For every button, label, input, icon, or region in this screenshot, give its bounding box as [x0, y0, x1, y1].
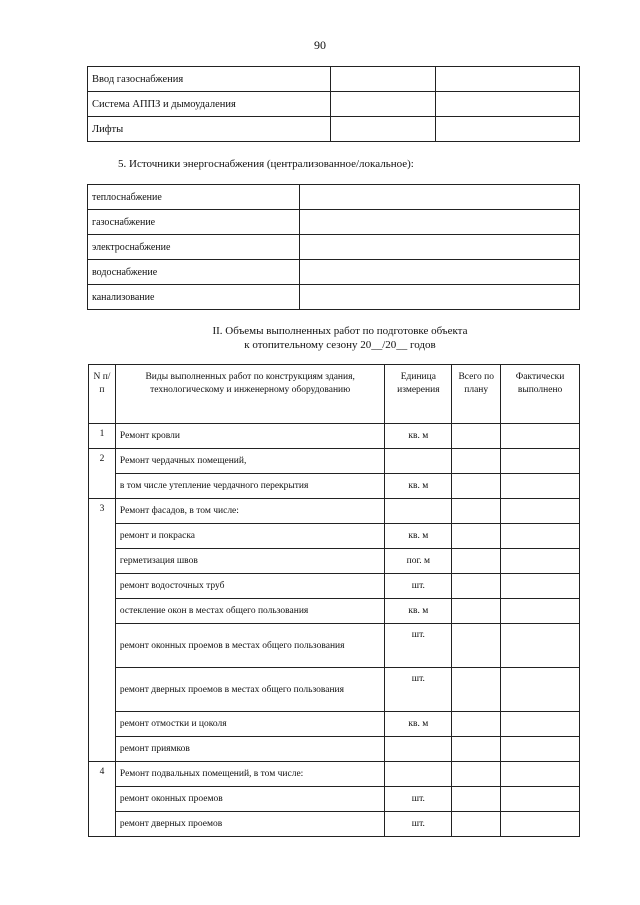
table-cell[interactable]: [300, 285, 580, 310]
section-heading: 5. Источники энергоснабжения (централизованное/локальное):: [118, 158, 414, 170]
table-row: [89, 524, 580, 549]
fact-cell[interactable]: [501, 812, 580, 837]
work-name: ремонт отмостки и цоколя: [115, 712, 385, 737]
work-name: ремонт оконных проемов: [115, 787, 385, 812]
work-unit: шт.: [385, 624, 452, 668]
table-row: [89, 762, 580, 787]
systems-table: [87, 66, 580, 142]
table-row: [89, 712, 580, 737]
table-row: [88, 185, 580, 210]
work-unit: шт.: [385, 812, 452, 837]
plan-cell[interactable]: [452, 599, 501, 624]
plan-cell[interactable]: [452, 762, 501, 787]
plan-cell[interactable]: [452, 737, 501, 762]
work-name: ремонт дверных проемов в местах общего пользования: [115, 668, 385, 712]
table-row: [88, 92, 580, 117]
table-row: [88, 260, 580, 285]
works-table: [88, 364, 580, 837]
work-name: ремонт дверных проемов: [115, 812, 385, 837]
work-name: Ремонт чердачных помещений,: [115, 449, 385, 474]
work-unit: шт.: [385, 574, 452, 599]
table-cell[interactable]: [300, 210, 580, 235]
fact-cell[interactable]: [501, 549, 580, 574]
table-cell[interactable]: [436, 92, 580, 117]
page-number: 90: [314, 38, 326, 52]
work-unit: [385, 737, 452, 762]
work-name: герметизация швов: [115, 549, 385, 574]
row-label: газоснабжение: [88, 210, 300, 235]
row-label: теплоснабжение: [88, 185, 300, 210]
table-row: [88, 67, 580, 92]
table-row: [89, 549, 580, 574]
fact-cell[interactable]: [501, 599, 580, 624]
header-works: Виды выполненных работ по конструкциям здания, технологическому и инженерному оборудованию: [115, 365, 385, 424]
table-row: [89, 474, 580, 499]
work-name: Ремонт фасадов, в том числе:: [115, 499, 385, 524]
table-cell[interactable]: [436, 117, 580, 142]
row-number: 4: [89, 762, 116, 837]
plan-cell[interactable]: [452, 712, 501, 737]
row-label: Лифты: [88, 117, 331, 142]
fact-cell[interactable]: [501, 787, 580, 812]
plan-cell[interactable]: [452, 787, 501, 812]
table-cell[interactable]: [300, 185, 580, 210]
table-row: [89, 449, 580, 474]
table-row: [89, 737, 580, 762]
plan-cell[interactable]: [452, 524, 501, 549]
table-row: [89, 424, 580, 449]
table-cell[interactable]: [300, 260, 580, 285]
work-unit: [385, 499, 452, 524]
part-title-line: к отопительному сезону 20__/20__ годов: [244, 339, 436, 351]
plan-cell[interactable]: [452, 474, 501, 499]
plan-cell[interactable]: [452, 668, 501, 712]
work-name: ремонт и покраска: [115, 524, 385, 549]
fact-cell[interactable]: [501, 524, 580, 549]
plan-cell[interactable]: [452, 549, 501, 574]
table-row: [89, 812, 580, 837]
table-cell[interactable]: [331, 92, 436, 117]
header-plan: Всего по плану: [452, 365, 501, 424]
table-row: [89, 499, 580, 524]
plan-cell[interactable]: [452, 424, 501, 449]
plan-cell[interactable]: [452, 449, 501, 474]
row-number: 1: [89, 424, 116, 449]
part-title: [0, 324, 640, 352]
header-num: N п/п: [89, 365, 116, 424]
table-row: [88, 210, 580, 235]
row-label: водоснабжение: [88, 260, 300, 285]
table-row: [88, 285, 580, 310]
table-row: [89, 574, 580, 599]
table-cell[interactable]: [436, 67, 580, 92]
work-unit: кв. м: [385, 524, 452, 549]
fact-cell[interactable]: [501, 424, 580, 449]
row-number: 3: [89, 499, 116, 762]
table-cell[interactable]: [300, 235, 580, 260]
header-fact: Фактически выполнено: [501, 365, 580, 424]
row-label: Ввод газоснабжения: [88, 67, 331, 92]
work-unit: кв. м: [385, 424, 452, 449]
table-cell[interactable]: [331, 117, 436, 142]
work-name: Ремонт кровли: [115, 424, 385, 449]
fact-cell[interactable]: [501, 668, 580, 712]
work-name: ремонт оконных проемов в местах общего пользования: [115, 624, 385, 668]
fact-cell[interactable]: [501, 762, 580, 787]
work-unit: шт.: [385, 668, 452, 712]
energy-sources-table: [87, 184, 580, 310]
header-unit: Единица измерения: [385, 365, 452, 424]
part-title-line: II. Объемы выполненных работ по подготовке объекта: [212, 325, 468, 337]
row-label: канализование: [88, 285, 300, 310]
table-row: [89, 787, 580, 812]
work-name: ремонт приямков: [115, 737, 385, 762]
table-row: [89, 624, 580, 668]
plan-cell[interactable]: [452, 812, 501, 837]
fact-cell[interactable]: [501, 474, 580, 499]
work-unit: шт.: [385, 787, 452, 812]
fact-cell[interactable]: [501, 737, 580, 762]
row-number: 2: [89, 449, 116, 499]
plan-cell[interactable]: [452, 574, 501, 599]
plan-cell[interactable]: [452, 499, 501, 524]
work-unit: пог. м: [385, 549, 452, 574]
fact-cell[interactable]: [501, 574, 580, 599]
table-row: [89, 668, 580, 712]
work-name: ремонт водосточных труб: [115, 574, 385, 599]
fact-cell[interactable]: [501, 449, 580, 474]
plan-cell[interactable]: [452, 624, 501, 668]
work-unit: кв. м: [385, 474, 452, 499]
table-row: [89, 599, 580, 624]
work-name: остекление окон в местах общего пользования: [115, 599, 385, 624]
work-unit: [385, 762, 452, 787]
work-unit: кв. м: [385, 712, 452, 737]
fact-cell[interactable]: [501, 499, 580, 524]
table-row: [88, 235, 580, 260]
work-unit: [385, 449, 452, 474]
header-row: [89, 365, 580, 424]
work-name: Ремонт подвальных помещений, в том числе:: [115, 762, 385, 787]
table-cell[interactable]: [331, 67, 436, 92]
row-label: электроснабжение: [88, 235, 300, 260]
fact-cell[interactable]: [501, 712, 580, 737]
fact-cell[interactable]: [501, 624, 580, 668]
table-row: [88, 117, 580, 142]
row-label: Система АППЗ и дымоудаления: [88, 92, 331, 117]
work-name: в том числе утепление чердачного перекрытия: [115, 474, 385, 499]
work-unit: кв. м: [385, 599, 452, 624]
